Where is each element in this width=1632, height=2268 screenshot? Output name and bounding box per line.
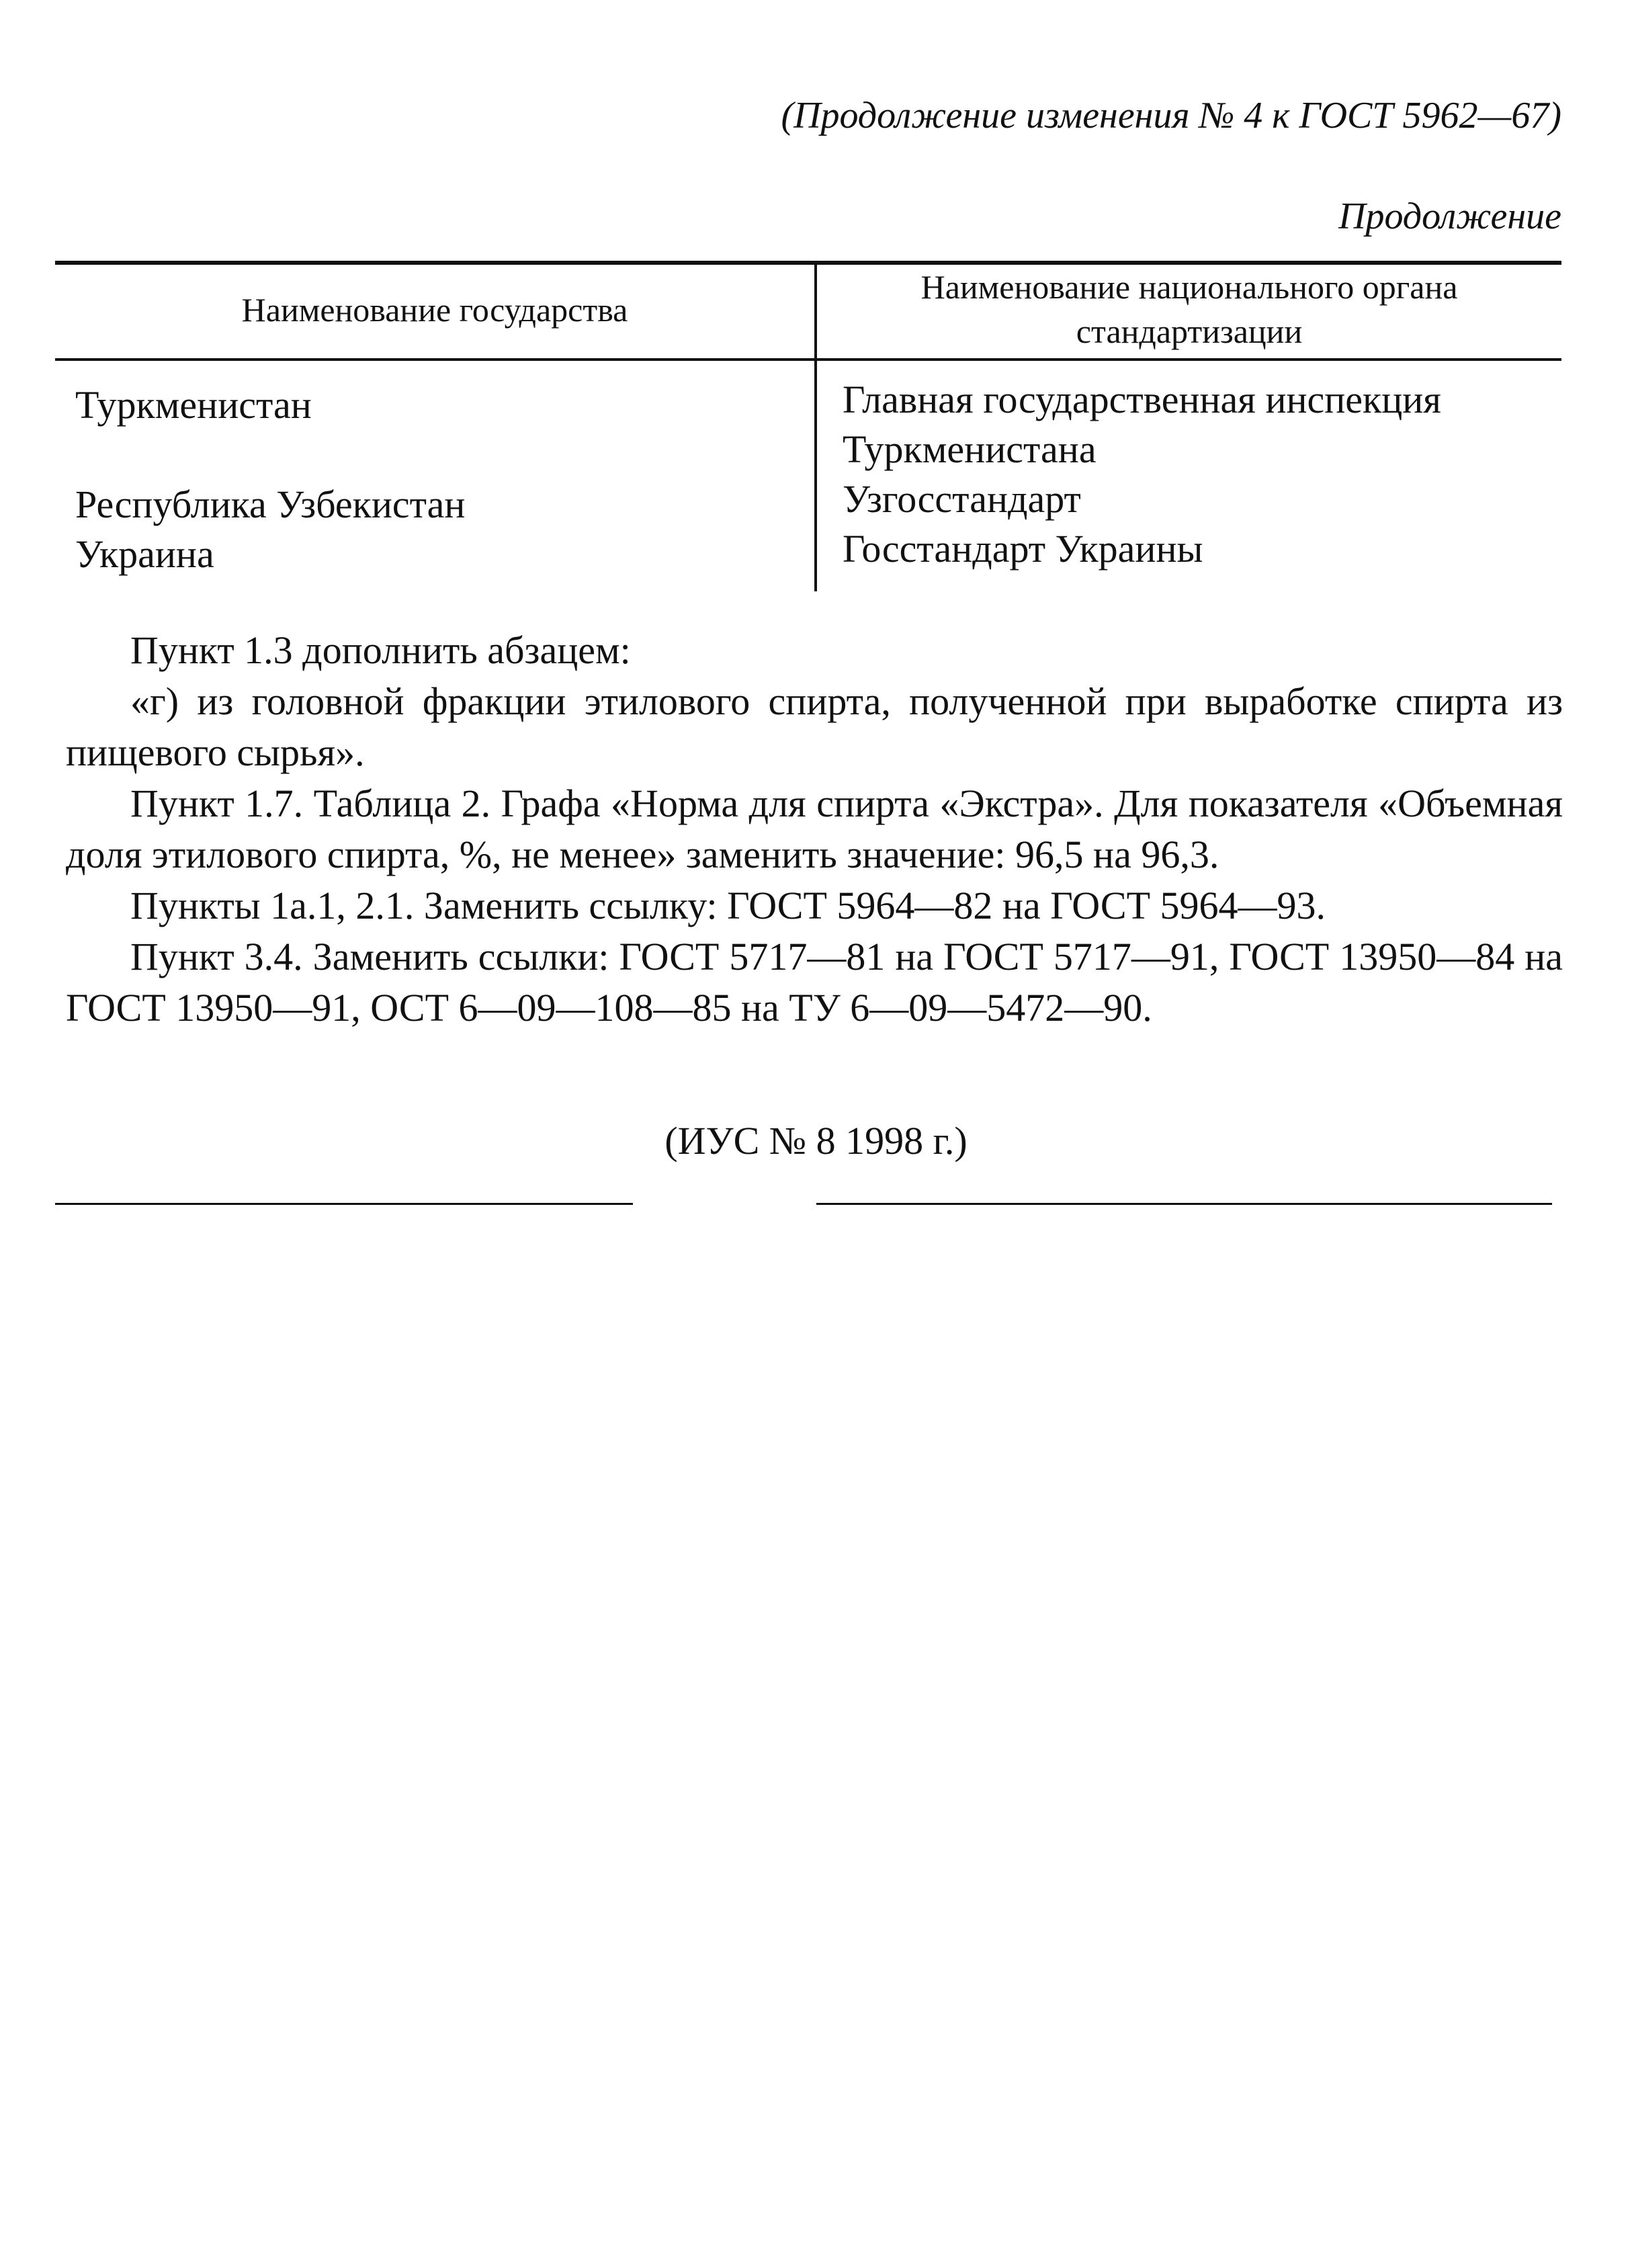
amendment-text	[66, 625, 1563, 1034]
paragraph: Пункт 1.3 дополнить абзацем:	[130, 628, 631, 672]
column-header-authority: Наименование национального органа стандартизации	[920, 268, 1458, 350]
footer-rule-right	[816, 1203, 1552, 1205]
table-cell-state: Республика Узбекистан	[75, 482, 466, 526]
table-cell-state: Туркменистан	[75, 383, 312, 427]
standards-bodies-table	[55, 261, 1561, 591]
table-cell-authority-continued: Туркменистана	[843, 427, 1097, 471]
table-cell-authority: Главная государственная инспекция	[843, 378, 1441, 421]
table-cell-authority: Госстандарт Украины	[843, 527, 1203, 571]
table-continued-label: Продолжение	[1338, 196, 1561, 237]
continuation-header: (Продолжение изменения № 4 к ГОСТ 5962—67)	[781, 95, 1561, 136]
footer-rule-left	[55, 1203, 633, 1205]
paragraph: Пункт 1.7. Таблица 2. Графа «Норма для спирта «Экстра». Для показателя «Объемная доля этилового спирта, %, не менее» заменить значение: 96,5 на 96,3.	[66, 782, 1563, 876]
table-cell-authority: Узгосстандарт	[843, 477, 1081, 521]
paragraph: «г) из головной фракции этилового спирта, полученной при выработке спирта из пищевого сырья».	[66, 679, 1563, 774]
source-note: (ИУС № 8 1998 г.)	[664, 1119, 968, 1163]
paragraph: Пункты 1а.1, 2.1. Заменить ссылку: ГОСТ 5964—82 на ГОСТ 5964—93.	[130, 884, 1326, 927]
table-cell-state: Украина	[75, 532, 214, 576]
paragraph: Пункт 3.4. Заменить ссылки: ГОСТ 5717—81 на ГОСТ 5717—91, ГОСТ 13950—84 на ГОСТ 13950—91, ОСТ 6—09—108—85 на ТУ 6—09—5472—90.	[66, 935, 1563, 1030]
table-header-rule	[55, 358, 1561, 361]
column-header-state: Наименование государства	[241, 291, 628, 329]
